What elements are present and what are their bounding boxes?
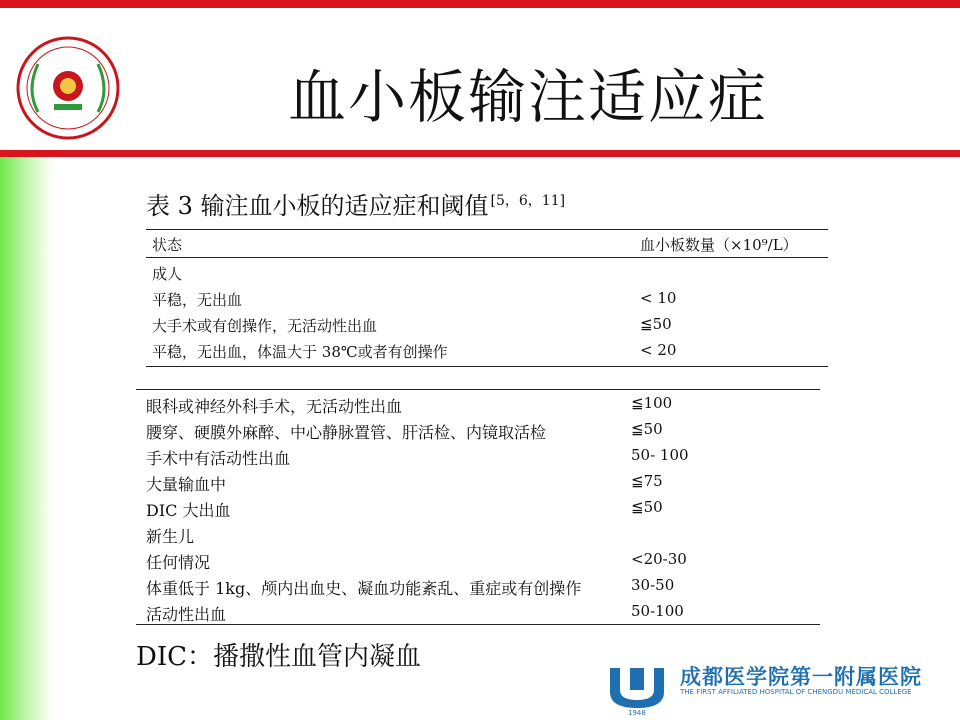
footer-logo-year: 1948 xyxy=(628,709,646,716)
footer-hospital-english: THE FIRST AFFILIATED HOSPITAL OF CHENGDU MEDICAL COLLEGE xyxy=(680,688,912,696)
header-platelet-count: 血小板数量（×10⁹/L） xyxy=(640,236,798,254)
table-header-rule xyxy=(146,257,828,258)
footer-hospital-name: 成都医学院第一附属医院 xyxy=(680,665,922,689)
row-threshold: 50- 100 xyxy=(631,446,689,464)
table-upper-bottom-rule xyxy=(146,366,828,367)
hospital-seal-logo xyxy=(14,34,122,142)
top-accent-bar xyxy=(0,0,960,8)
row-condition: 活动性出血 xyxy=(146,605,227,624)
table-top-rule xyxy=(146,229,828,230)
row-condition: 成人 xyxy=(152,265,183,283)
row-condition: DIC 大出血 xyxy=(146,501,231,520)
row-condition: 任何情况 xyxy=(146,553,211,572)
row-threshold: < 10 xyxy=(640,289,677,307)
table-lower-top-rule xyxy=(136,389,820,390)
side-green-band xyxy=(0,157,52,720)
row-threshold: ≦50 xyxy=(631,420,663,438)
row-threshold: ≦100 xyxy=(631,394,673,412)
row-threshold: 30-50 xyxy=(631,576,675,594)
table-caption-main: 表 3 输注血小板的适应症和阈值 xyxy=(146,192,489,220)
row-threshold: ≦50 xyxy=(640,315,672,333)
row-condition: 平稳，无出血，体温大于 38℃或者有创操作 xyxy=(152,343,448,361)
hospital-footer-logo xyxy=(604,662,670,716)
row-condition: 大量输血中 xyxy=(146,475,227,494)
table-bottom-rule xyxy=(136,624,820,625)
row-condition: 新生儿 xyxy=(146,527,195,546)
row-condition: 体重低于 1kg、颅内出血史、凝血功能紊乱、重症或有创操作 xyxy=(146,579,582,598)
row-threshold: <20-30 xyxy=(631,550,687,568)
row-threshold: ≦50 xyxy=(631,498,663,516)
page-title: 血小板输注适应症 xyxy=(288,63,769,131)
row-threshold: ≦75 xyxy=(631,472,663,490)
row-condition: 眼科或神经外科手术，无活动性出血 xyxy=(146,397,403,416)
row-condition: 大手术或有创操作，无活动性出血 xyxy=(152,317,378,335)
header-status: 状态 xyxy=(152,236,183,254)
row-condition: 腰穿、硬膜外麻醉、中心静脉置管、肝活检、内镜取活检 xyxy=(146,423,547,442)
row-threshold: < 20 xyxy=(640,341,677,359)
row-condition: 平稳，无出血 xyxy=(152,291,243,309)
table-caption-references: [5，6，11] xyxy=(490,193,566,209)
table-caption xyxy=(146,186,565,221)
header-divider xyxy=(0,150,960,157)
row-condition: 手术中有活动性出血 xyxy=(146,449,291,468)
row-threshold: 50-100 xyxy=(631,602,684,620)
footnote-dic: DIC：播撒性血管内凝血 xyxy=(136,642,422,672)
